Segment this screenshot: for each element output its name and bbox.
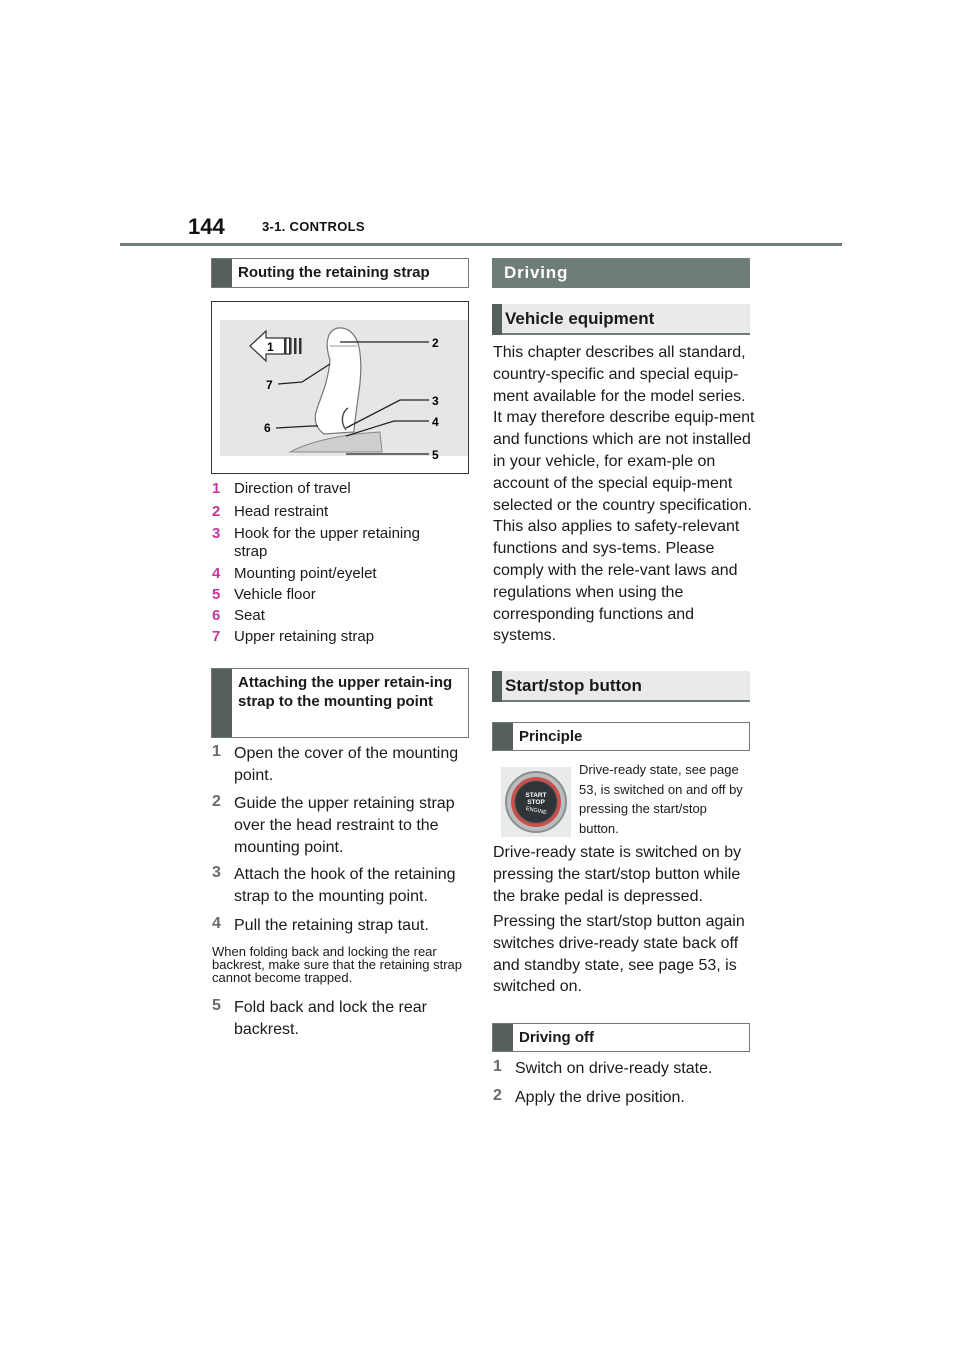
legend-item — [212, 586, 470, 606]
seat-illustration — [212, 302, 468, 473]
routing-heading — [211, 258, 469, 288]
standby-paragraph: Pressing the start/stop button again switches drive-ready state back off and standby state, see page 53, is switched on. — [493, 913, 745, 996]
figure-label-5: 5 — [432, 448, 439, 462]
heading-tab — [492, 304, 502, 335]
step-item — [212, 793, 474, 861]
drive-ready-paragraph: Drive-ready state is switched on by pressing the start/stop button while the brake pedal is depressed. — [493, 844, 742, 905]
legend-number: 4 — [212, 565, 221, 582]
header-divider — [120, 243, 842, 246]
step-number: 1 — [212, 743, 221, 760]
heading-tab — [493, 723, 513, 750]
driving-off-heading-text: Driving off — [519, 1029, 594, 1046]
legend-number: 6 — [212, 607, 221, 624]
step-item — [493, 1058, 755, 1082]
step-text: Switch on drive-ready state. — [515, 1060, 713, 1077]
principle-heading-text: Principle — [519, 728, 583, 745]
seat-diagram — [211, 301, 469, 474]
legend-item — [212, 628, 470, 648]
step-item — [212, 997, 474, 1043]
figure-label-4: 4 — [432, 415, 439, 429]
start-stop-button-image — [501, 767, 571, 837]
driving-heading: Driving — [492, 258, 750, 288]
start-stop-button-icon — [501, 767, 571, 837]
routing-heading-text: Routing the retaining strap — [238, 264, 430, 281]
heading-tab — [492, 671, 502, 702]
principle-caption: Drive-ready state, see page 53, is switched on and off by pressing the start/stop button. — [579, 762, 743, 836]
vehicle-equipment-heading-text: Vehicle equipment — [505, 309, 655, 328]
heading-tab — [493, 1024, 513, 1051]
figure-label-3: 3 — [432, 394, 439, 408]
attaching-heading-text: Attaching the upper retain-ing strap to the mounting point — [238, 674, 453, 710]
legend-number: 3 — [212, 525, 221, 542]
attaching-steps — [212, 743, 474, 1043]
button-label-stop: STOP — [527, 799, 545, 806]
figure-label-1: 1 — [267, 340, 274, 354]
legend-item — [212, 503, 470, 523]
step-number: 5 — [212, 997, 221, 1014]
page-number: 144 — [188, 214, 225, 239]
vehicle-equipment-text: This chapter describes all standard, country-specific and special equip-ment available for the model series. It may therefore describe equip-ment and functions which are not installed in your vehicle, for exam-ple on account of the special equip-ment selected or the country specification. This also applies to safety-relevant functions and sys-tems. Please comply with the rele-vant laws and regulations when using the corresponding functions and systems. — [493, 344, 755, 645]
step-item — [212, 864, 474, 910]
step-number: 1 — [493, 1058, 502, 1075]
legend-text: Hook for the upper retaining strap — [234, 525, 420, 560]
legend-number: 7 — [212, 628, 221, 645]
legend-text: Upper retaining strap — [234, 628, 375, 645]
heading-tab — [212, 259, 232, 287]
start-stop-heading-text: Start/stop button — [505, 676, 642, 695]
driving-off-steps — [493, 1058, 755, 1112]
start-stop-heading — [492, 671, 750, 702]
heading-tab — [212, 669, 232, 737]
step-item — [212, 915, 474, 939]
legend-text: Seat — [234, 607, 265, 624]
step-text: Guide the upper retaining strap over the head restraint to the mounting point. — [234, 795, 455, 856]
step-number: 4 — [212, 915, 221, 932]
legend-item — [212, 607, 470, 627]
vehicle-equipment-heading — [492, 304, 750, 335]
section-label: 3-1. CONTROLS — [262, 219, 365, 234]
folding-note: When folding back and locking the rear backrest, make sure that the retaining strap cannot become trapped. — [212, 944, 463, 985]
legend-item — [212, 480, 470, 500]
legend-text: Vehicle floor — [234, 586, 316, 603]
attaching-heading — [211, 668, 469, 738]
step-text: Pull the retaining strap taut. — [234, 917, 429, 934]
legend-number: 5 — [212, 586, 221, 603]
figure-label-6: 6 — [264, 421, 271, 435]
legend-text: Head restraint — [234, 503, 329, 520]
step-number: 2 — [212, 793, 221, 810]
legend-text: Direction of travel — [234, 480, 351, 497]
step-text: Fold back and lock the rear backrest. — [234, 999, 427, 1038]
legend-number: 1 — [212, 480, 221, 497]
step-item — [493, 1087, 755, 1111]
legend-number: 2 — [212, 503, 221, 520]
step-text: Attach the hook of the retaining strap to the mounting point. — [234, 866, 456, 905]
step-item — [212, 743, 474, 789]
step-text: Open the cover of the mounting point. — [234, 745, 459, 784]
legend-item — [212, 565, 470, 585]
step-text: Apply the drive position. — [515, 1089, 685, 1106]
figure-legend — [212, 480, 470, 650]
principle-heading — [492, 722, 750, 751]
legend-text: Mounting point/eyelet — [234, 565, 377, 582]
legend-item — [212, 525, 470, 563]
driving-off-heading — [492, 1023, 750, 1052]
step-number: 2 — [493, 1087, 502, 1104]
button-label-engine: ENGINE — [525, 805, 548, 817]
figure-label-7: 7 — [266, 378, 273, 392]
step-number: 3 — [212, 864, 221, 881]
button-label-start: START — [525, 792, 547, 799]
figure-label-2: 2 — [432, 336, 439, 350]
